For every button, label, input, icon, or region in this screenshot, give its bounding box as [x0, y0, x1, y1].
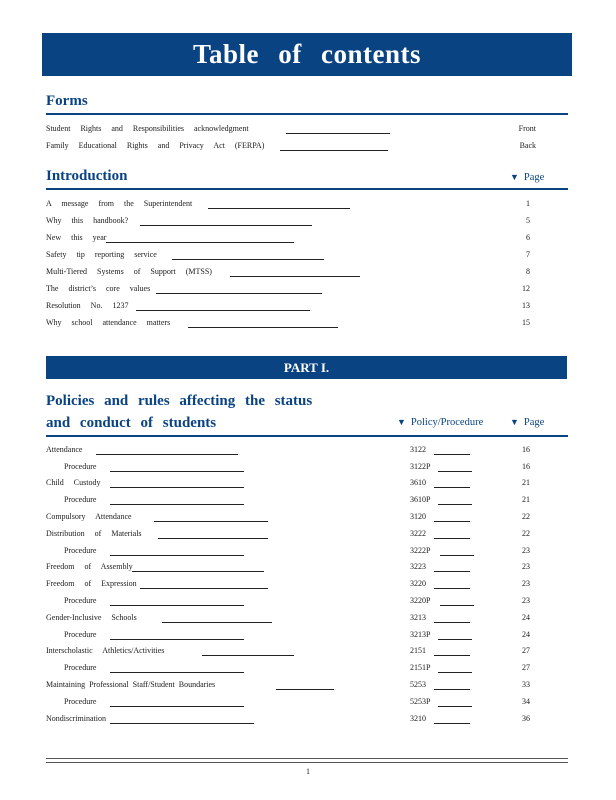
- toc-row-page: 13: [522, 301, 530, 310]
- leader-line: [162, 622, 272, 623]
- policy-code: 3213P: [410, 630, 431, 639]
- toc-row[interactable]: [0, 141, 616, 155]
- leader-line: [434, 588, 470, 589]
- leader-line: [110, 487, 244, 488]
- leader-line: [434, 723, 470, 724]
- toc-row-page: 34: [522, 697, 530, 706]
- leader-line: [438, 504, 472, 505]
- policy-code: 5253P: [410, 697, 431, 706]
- toc-row-page: 23: [522, 579, 530, 588]
- policy-code: 3210: [410, 714, 426, 723]
- policy-code: 5253: [410, 680, 426, 689]
- toc-row-page: 7: [526, 250, 530, 259]
- triangle-down-icon: ▼: [510, 417, 519, 427]
- toc-row[interactable]: [0, 250, 616, 264]
- toc-row[interactable]: [0, 124, 616, 138]
- toc-row-page: 21: [522, 495, 530, 504]
- introduction-divider: [46, 188, 568, 190]
- footer-divider: [46, 758, 568, 759]
- leader-line: [158, 538, 268, 539]
- leader-line: [110, 706, 244, 707]
- leader-line: [438, 706, 472, 707]
- toc-row[interactable]: [0, 318, 616, 332]
- policy-code: 3222: [410, 529, 426, 538]
- table-row[interactable]: [0, 478, 616, 492]
- policy-code: 3220: [410, 579, 426, 588]
- table-row[interactable]: [0, 579, 616, 593]
- policy-code: 3223: [410, 562, 426, 571]
- toc-row-page: Back: [519, 141, 536, 150]
- policy-code: 3610P: [410, 495, 431, 504]
- leader-line: [110, 672, 244, 673]
- toc-row-label: Safety tip reporting service: [46, 250, 157, 259]
- toc-row[interactable]: [0, 216, 616, 230]
- table-row[interactable]: [0, 663, 616, 677]
- toc-row-page: 33: [522, 680, 530, 689]
- toc-row-page: 27: [522, 663, 530, 672]
- table-row[interactable]: [0, 697, 616, 711]
- table-row[interactable]: [0, 714, 616, 728]
- toc-row-page: 8: [526, 267, 530, 276]
- toc-row-page: 23: [522, 562, 530, 571]
- leader-line: [140, 225, 312, 226]
- toc-row-page: Front: [518, 124, 536, 133]
- leader-line: [276, 689, 334, 690]
- toc-row[interactable]: [0, 267, 616, 281]
- policy-code: 3220P: [410, 596, 431, 605]
- leader-line: [440, 605, 474, 606]
- toc-row-label: Maintaining Professional Staff/Student Boundaries: [46, 680, 216, 689]
- leader-line: [154, 521, 268, 522]
- toc-row-page: 24: [522, 613, 530, 622]
- policy-code: 2151: [410, 646, 426, 655]
- leader-line: [434, 521, 470, 522]
- toc-row-label: Compulsory Attendance: [46, 512, 132, 521]
- toc-row-page: 16: [522, 462, 530, 471]
- toc-row[interactable]: [0, 301, 616, 315]
- leader-line: [110, 639, 244, 640]
- toc-row[interactable]: [0, 199, 616, 213]
- policies-divider: [46, 435, 568, 437]
- toc-row-page: 21: [522, 478, 530, 487]
- toc-row-label: Procedure: [64, 596, 97, 605]
- toc-row-label: Child Custody: [46, 478, 101, 487]
- toc-row-label: Procedure: [64, 697, 97, 706]
- leader-line: [132, 571, 264, 572]
- footer-divider: [46, 762, 568, 763]
- toc-row-label: Distribution of Materials: [46, 529, 142, 538]
- toc-row-page: 22: [522, 512, 530, 521]
- leader-line: [110, 555, 244, 556]
- leader-line: [434, 689, 470, 690]
- page-number: 1: [306, 767, 310, 776]
- leader-line: [96, 454, 238, 455]
- toc-row-page: 23: [522, 596, 530, 605]
- toc-row-page: 23: [522, 546, 530, 555]
- toc-row-label: Attendance: [46, 445, 83, 454]
- leader-line: [438, 471, 472, 472]
- policy-code: 3222P: [410, 546, 431, 555]
- policies-heading: [46, 390, 312, 434]
- leader-line: [280, 150, 388, 151]
- toc-row-label: Procedure: [64, 546, 97, 555]
- table-row[interactable]: [0, 630, 616, 644]
- toc-row-page: 24: [522, 630, 530, 639]
- toc-row-page: 5: [526, 216, 530, 225]
- forms-divider: [46, 113, 568, 115]
- table-row[interactable]: [0, 613, 616, 627]
- toc-row-label: New this year: [46, 233, 107, 242]
- toc-row-page: 6: [526, 233, 530, 242]
- policy-code: 2151P: [410, 663, 431, 672]
- table-row[interactable]: [0, 546, 616, 560]
- table-row[interactable]: [0, 495, 616, 509]
- toc-row-label: Freedom of Assembly: [46, 562, 133, 571]
- policy-code: 3213: [410, 613, 426, 622]
- leader-line: [156, 293, 322, 294]
- leader-line: [434, 538, 470, 539]
- leader-line: [110, 723, 254, 724]
- policies-heading-line2: and conduct of students: [46, 415, 217, 431]
- toc-row-page: 15: [522, 318, 530, 327]
- toc-row-label: Why school attendance matters: [46, 318, 171, 327]
- toc-row-page: 1: [526, 199, 530, 208]
- table-row[interactable]: [0, 529, 616, 543]
- toc-row-label: Procedure: [64, 663, 97, 672]
- leader-line: [440, 555, 474, 556]
- toc-row-page: 22: [522, 529, 530, 538]
- triangle-down-icon: ▼: [510, 172, 519, 182]
- toc-row-label: Multi-Tiered Systems of Support (MTSS): [46, 267, 212, 276]
- leader-line: [230, 276, 360, 277]
- policies-heading-line1: Policies and rules affecting the status: [46, 393, 313, 409]
- toc-row-page: 27: [522, 646, 530, 655]
- policy-column-header: ▼ Policy/Procedure: [397, 417, 484, 428]
- triangle-down-icon: ▼: [397, 417, 406, 427]
- toc-row-page: 12: [522, 284, 530, 293]
- leader-line: [438, 639, 472, 640]
- toc-row-label: Resolution No. 1237: [46, 301, 129, 310]
- leader-line: [438, 672, 472, 673]
- leader-line: [208, 208, 350, 209]
- leader-line: [434, 454, 470, 455]
- toc-row-label: Procedure: [64, 630, 97, 639]
- table-row[interactable]: [0, 462, 616, 476]
- page-title: Table of contents: [42, 33, 572, 76]
- page-column-header: ▼ Page: [510, 172, 545, 183]
- leader-line: [188, 327, 338, 328]
- toc-row-label: A message from the Superintendent: [46, 199, 193, 208]
- toc-row-page: 16: [522, 445, 530, 454]
- leader-line: [136, 310, 310, 311]
- toc-row[interactable]: [0, 233, 616, 247]
- toc-row-label: Nondiscrimination: [46, 714, 106, 723]
- policy-code: 3610: [410, 478, 426, 487]
- table-row[interactable]: [0, 445, 616, 459]
- introduction-heading: Introduction: [46, 168, 128, 184]
- table-row[interactable]: [0, 596, 616, 610]
- page-column-header: ▼ Page: [510, 417, 545, 428]
- toc-row-label: Procedure: [64, 462, 97, 471]
- leader-line: [434, 655, 470, 656]
- leader-line: [202, 655, 294, 656]
- table-row[interactable]: [0, 512, 616, 526]
- part-banner: PART I.: [46, 356, 567, 379]
- leader-line: [110, 471, 244, 472]
- policy-code: 3122: [410, 445, 426, 454]
- toc-row-label: Why this handbook?: [46, 216, 129, 225]
- leader-line: [434, 487, 470, 488]
- policy-code: 3122P: [410, 462, 431, 471]
- toc-row[interactable]: [0, 284, 616, 298]
- forms-heading: Forms: [46, 93, 88, 109]
- toc-row-label: Family Educational Rights and Privacy Act (FERPA): [46, 141, 265, 150]
- leader-line: [172, 259, 324, 260]
- table-row[interactable]: [0, 646, 616, 660]
- leader-line: [434, 622, 470, 623]
- policy-code: 3120: [410, 512, 426, 521]
- leader-line: [286, 133, 390, 134]
- toc-row-label: Freedom of Expression: [46, 579, 137, 588]
- toc-row-page: 36: [522, 714, 530, 723]
- toc-row-label: Interscholastic Athletics/Activities: [46, 646, 165, 655]
- toc-row-label: Student Rights and Responsibilities acknowledgment: [46, 124, 249, 133]
- table-row[interactable]: [0, 562, 616, 576]
- leader-line: [140, 588, 268, 589]
- leader-line: [110, 605, 244, 606]
- leader-line: [434, 571, 470, 572]
- toc-row-label: Procedure: [64, 495, 97, 504]
- toc-row-label: Gender-Inclusive Schools: [46, 613, 137, 622]
- table-row[interactable]: [0, 680, 616, 694]
- leader-line: [106, 242, 294, 243]
- toc-row-label: The district’s core values: [46, 284, 151, 293]
- leader-line: [110, 504, 244, 505]
